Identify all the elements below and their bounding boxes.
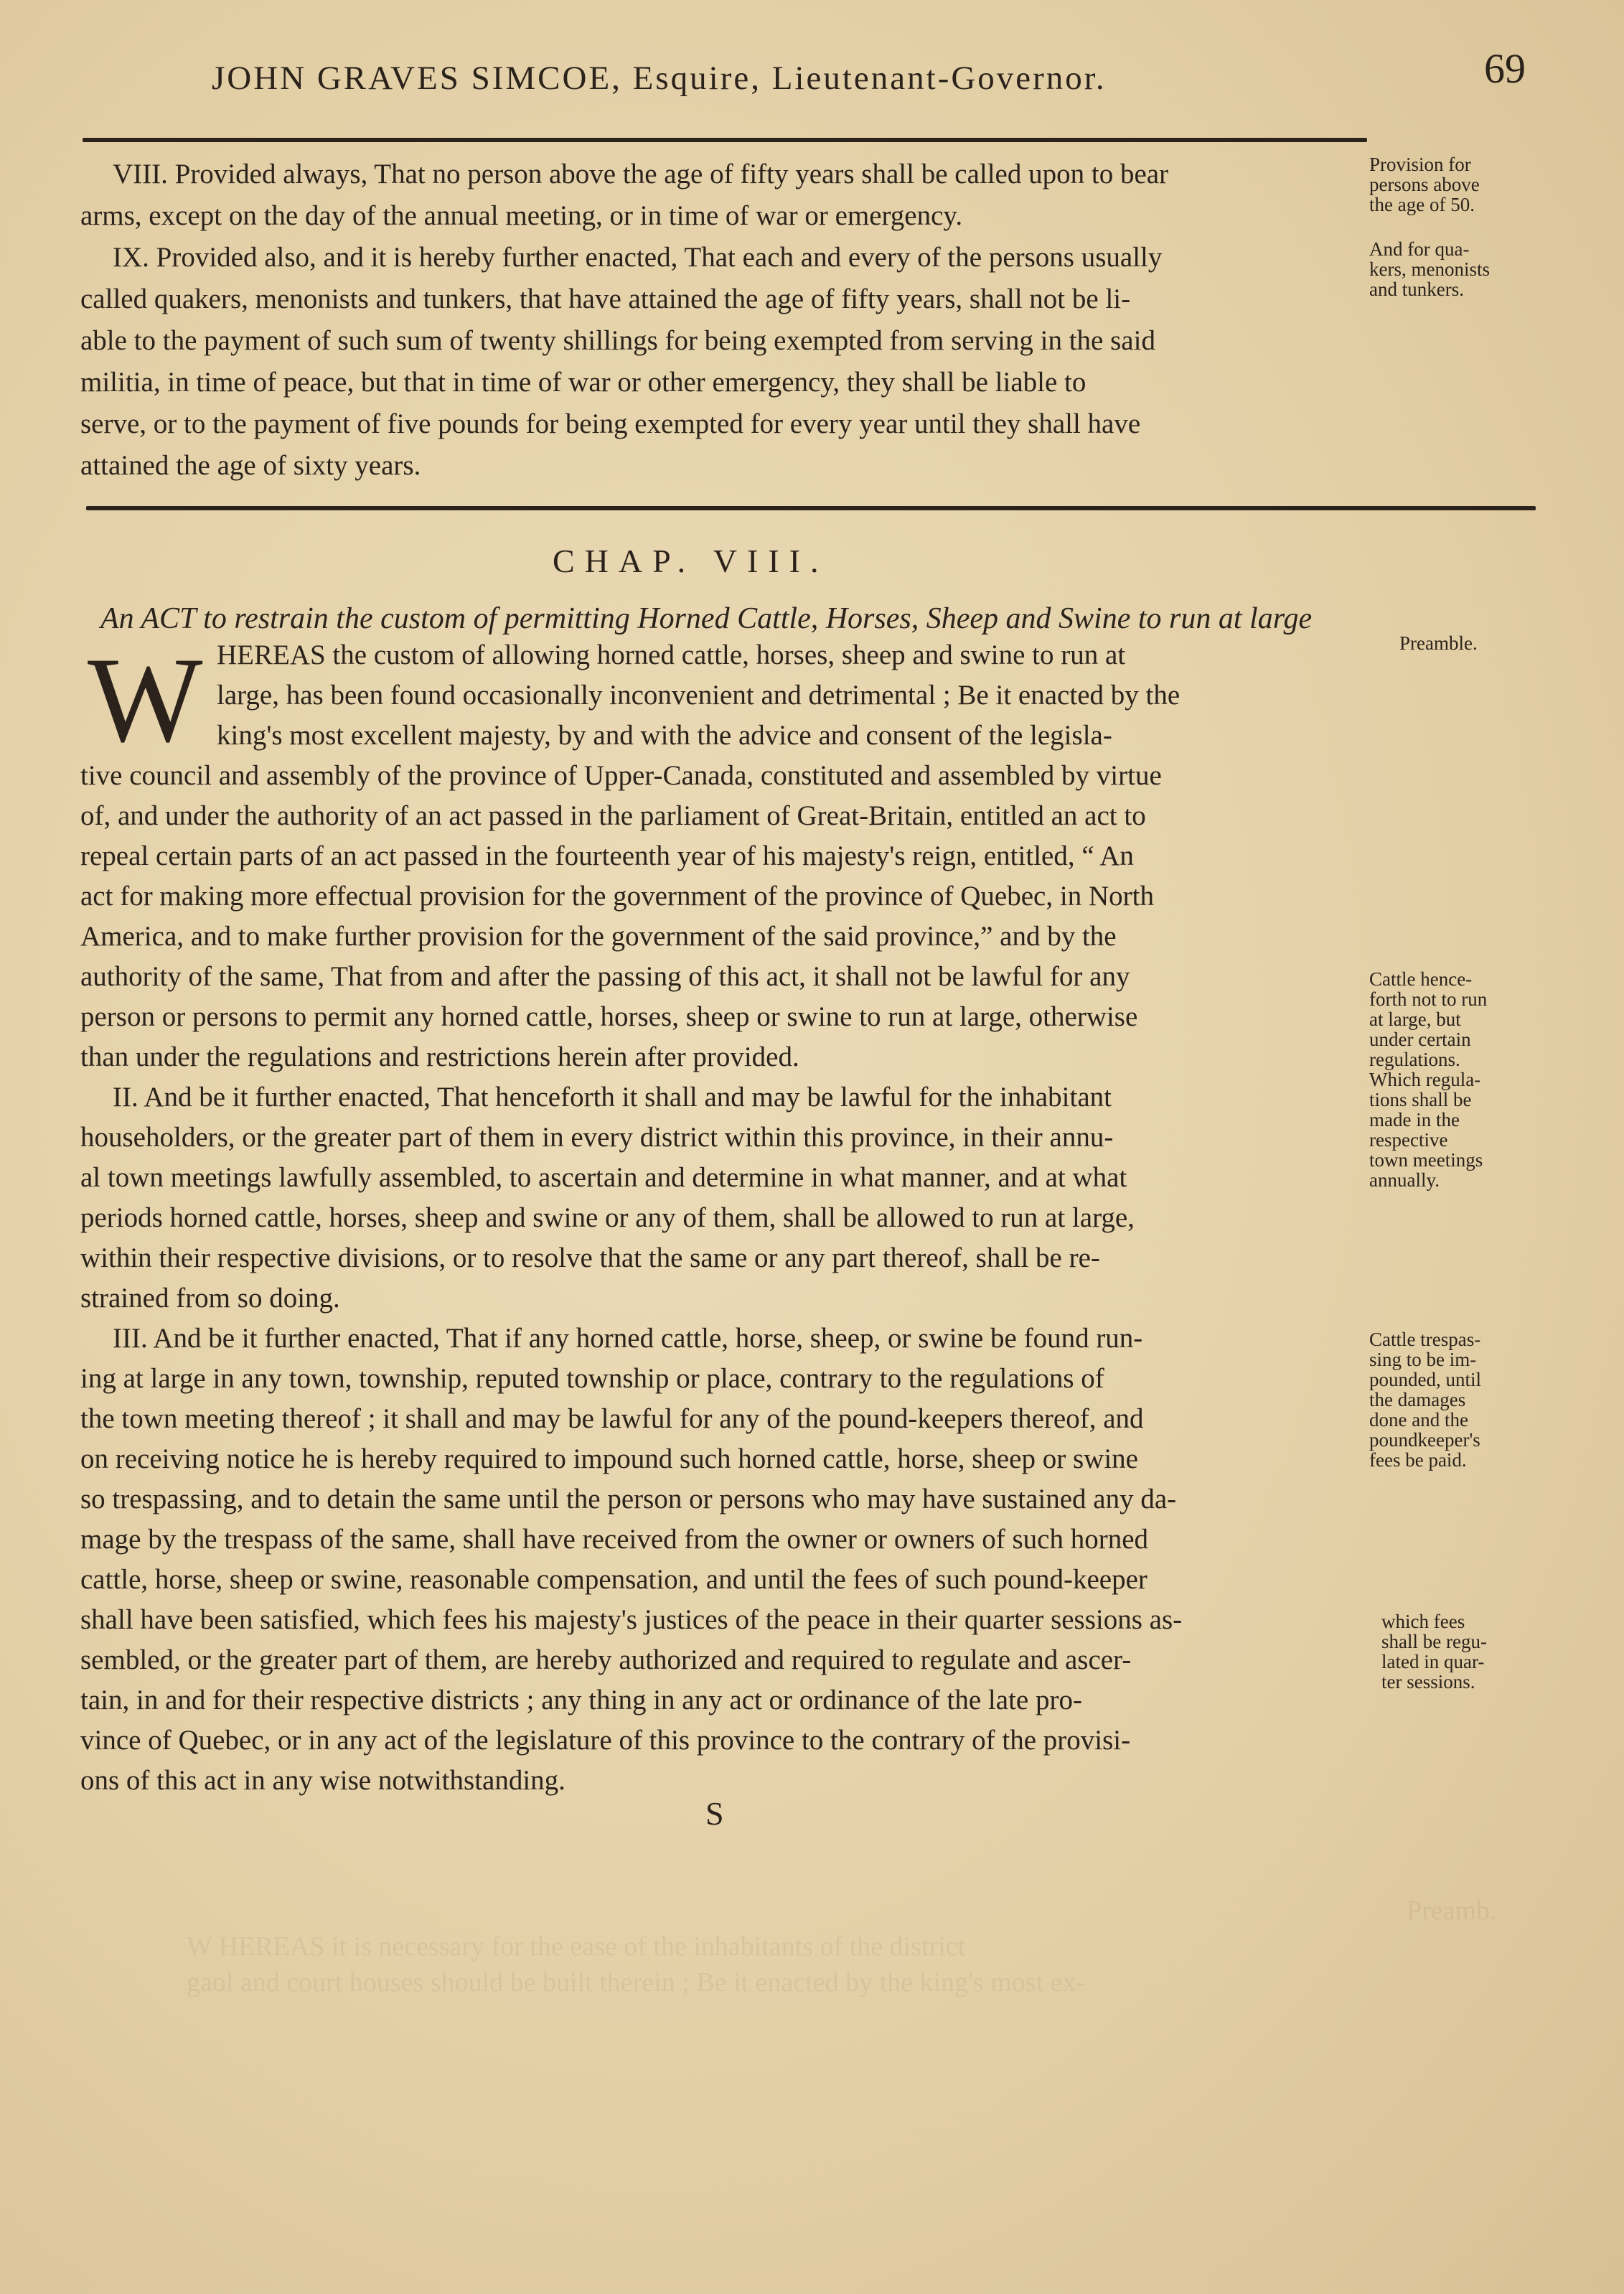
margin-note-fees-regulated <box>1381 1611 1611 1692</box>
margin-note-line: Provision for <box>1369 154 1471 175</box>
margin-note-line: shall be regu- <box>1381 1631 1487 1652</box>
text-line: VIII. Provided always, That no person above the age of fifty years shall be called upon to bear <box>113 159 1169 189</box>
margin-note-line: made in the <box>1369 1109 1460 1130</box>
text-line: king's most excellent majesty, by and with the advice and consent of the legisla- <box>217 720 1112 751</box>
chapter-heading: CHAP. VIII. <box>553 543 829 579</box>
text-line: America, and to make further provision for the government of the said province,” and by the <box>80 921 1117 952</box>
margin-note-preamble <box>1399 633 1624 653</box>
margin-note-line: Preamble. <box>1399 632 1478 654</box>
margin-note-provision-50 <box>1369 154 1599 215</box>
margin-note-line: fees be paid. <box>1369 1449 1467 1471</box>
text-line: militia, in time of peace, but that in time of war or other emergency, they shall be liable to <box>80 367 1086 398</box>
act-title: An ACT to restrain the custom of permitting Horned Cattle, Horses, Sheep and Swine to run at large <box>100 602 1313 635</box>
margin-note-line: kers, menonists <box>1369 258 1490 280</box>
text-line: IX. Provided also, and it is hereby further enacted, That each and every of the persons usually <box>113 242 1163 273</box>
running-header-title: JOHN GRAVES SIMCOE, Esquire, Lieutenant-Governor. <box>212 60 1107 97</box>
text-line: strained from so doing. <box>80 1283 340 1314</box>
text-line: HEREAS the custom of allowing horned cattle, horses, sheep and swine to run at <box>217 640 1126 670</box>
text-line: repeal certain parts of an act passed in the fourteenth year of his majesty's reign, entitled, “ An <box>80 841 1134 871</box>
margin-note-line: regulations. <box>1369 1049 1460 1070</box>
text-line: able to the payment of such sum of twenty shillings for being exempted from serving in the said <box>80 325 1155 356</box>
text-line: than under the regulations and restrictions herein after provided. <box>80 1041 799 1072</box>
section-rule <box>86 506 1536 510</box>
preamble-paragraph <box>80 632 1358 1084</box>
text-line: arms, except on the day of the annual meeting, or in time of war or emergency. <box>80 200 963 231</box>
text-line: mage by the trespass of the same, shall have received from the owner or owners of such horned <box>80 1524 1148 1555</box>
margin-note-line: respective <box>1369 1129 1448 1151</box>
margin-note-quakers <box>1369 239 1599 299</box>
sections-viii-ix <box>80 158 1358 495</box>
bleed-through-text: gaol and court houses should be built therein ; Be it enacted by the king's most ex- <box>187 1967 1086 1998</box>
text-line: ing at large in any town, township, reputed township or place, contrary to the regulations of <box>80 1363 1104 1394</box>
text-line: attained the age of sixty years. <box>80 450 421 481</box>
margin-note-line: and tunkers. <box>1369 278 1464 300</box>
text-line: cattle, horse, sheep or swine, reasonable compensation, and until the fees of such pound-keeper <box>80 1564 1147 1595</box>
margin-note-line: town meetings <box>1369 1149 1483 1171</box>
text-line: shall have been satisfied, which fees his majesty's justices of the peace in their quarter sessions as- <box>80 1604 1183 1635</box>
margin-note-line: And for qua- <box>1369 238 1470 260</box>
text-line: al town meetings lawfully assembled, to ascertain and determine in what manner, and at what <box>80 1162 1127 1193</box>
text-line: periods horned cattle, horses, sheep and swine or any of them, shall be allowed to run at large, <box>80 1202 1135 1233</box>
text-line: ons of this act in any wise notwithstanding. <box>80 1765 565 1796</box>
margin-note-line: under certain <box>1369 1029 1471 1050</box>
text-line: tive council and assembly of the province of Upper-Canada, constituted and assembled by virtue <box>80 760 1162 791</box>
text-line: vince of Quebec, or in any act of the legislature of this province to the contrary of the provisi- <box>80 1725 1131 1756</box>
text-line: III. And be it further enacted, That if any horned cattle, horse, sheep, or swine be found run- <box>113 1323 1143 1354</box>
text-line: tain, in and for their respective districts ; any thing in any act or ordinance of the late pro- <box>80 1685 1082 1715</box>
margin-note-line: poundkeeper's <box>1369 1429 1480 1451</box>
bleed-through-text: W HEREAS it is necessary for the ease of the inhabitants of the district <box>187 1932 966 1962</box>
text-line: called quakers, menonists and tunkers, that have attained the age of fifty years, shall not be li- <box>80 284 1131 314</box>
margin-note-line: ter sessions. <box>1381 1671 1475 1693</box>
page-number: 69 <box>1484 45 1526 92</box>
margin-note-line: at large, but <box>1369 1008 1461 1030</box>
text-line: II. And be it further enacted, That henceforth it shall and may be lawful for the inhabitant <box>113 1082 1112 1113</box>
text-line: act for making more effectual provision for the government of the province of Quebec, in North <box>80 881 1154 912</box>
margin-note-line: tions shall be <box>1369 1089 1472 1110</box>
section-iii <box>80 1322 1358 1810</box>
text-line: person or persons to permit any horned cattle, horses, sheep or swine to run at large, otherwise <box>80 1001 1138 1032</box>
margin-note-line: which fees <box>1381 1611 1465 1632</box>
text-line: sembled, or the greater part of them, are hereby authorized and required to regulate and ascer- <box>80 1644 1132 1675</box>
margin-note-cattle-henceforth <box>1369 969 1599 1190</box>
margin-note-line: persons above <box>1369 174 1480 195</box>
text-line: serve, or to the payment of five pounds for being exempted for every year until they shall have <box>80 408 1141 439</box>
margin-note-line: pounded, until <box>1369 1369 1481 1390</box>
text-line: large, has been found occasionally inconvenient and detrimental ; Be it enacted by the <box>217 680 1181 711</box>
margin-note-line: the age of 50. <box>1369 194 1475 215</box>
printer-signature-mark: S <box>705 1795 724 1832</box>
margin-note-line: lated in quar- <box>1381 1651 1485 1672</box>
text-line: householders, or the greater part of them in every district within this province, in their annu- <box>80 1122 1114 1153</box>
margin-note-line: sing to be im- <box>1369 1349 1477 1370</box>
text-line: authority of the same, That from and after the passing of this act, it shall not be lawful for any <box>80 961 1130 992</box>
margin-note-line: the damages <box>1369 1389 1466 1410</box>
margin-note-cattle-trespassing <box>1369 1329 1599 1470</box>
margin-note-line: annually. <box>1369 1169 1440 1191</box>
header-rule <box>83 138 1367 142</box>
margin-note-line: forth not to run <box>1369 988 1488 1010</box>
text-line: within their respective divisions, or to resolve that the same or any part thereof, shall be re- <box>80 1242 1100 1273</box>
text-line: on receiving notice he is hereby required to impound such horned cattle, horse, sheep or swine <box>80 1443 1138 1474</box>
margin-note-line: Cattle hence- <box>1369 968 1473 990</box>
margin-note-line: done and the <box>1369 1409 1468 1431</box>
margin-note-line: Which regula- <box>1369 1069 1481 1090</box>
text-line: the town meeting thereof ; it shall and may be lawful for any of the pound-keepers thereof, and <box>80 1403 1144 1434</box>
margin-note-line: Cattle trespas- <box>1369 1329 1481 1350</box>
bleed-through-text: Preamb. <box>1407 1896 1497 1926</box>
drop-cap: W <box>88 632 203 767</box>
text-line: so trespassing, and to detain the same until the person or persons who may have sustained any da- <box>80 1484 1177 1514</box>
text-line: of, and under the authority of an act passed in the parliament of Great-Britain, entitled an act to <box>80 800 1146 831</box>
section-ii <box>80 1081 1358 1325</box>
